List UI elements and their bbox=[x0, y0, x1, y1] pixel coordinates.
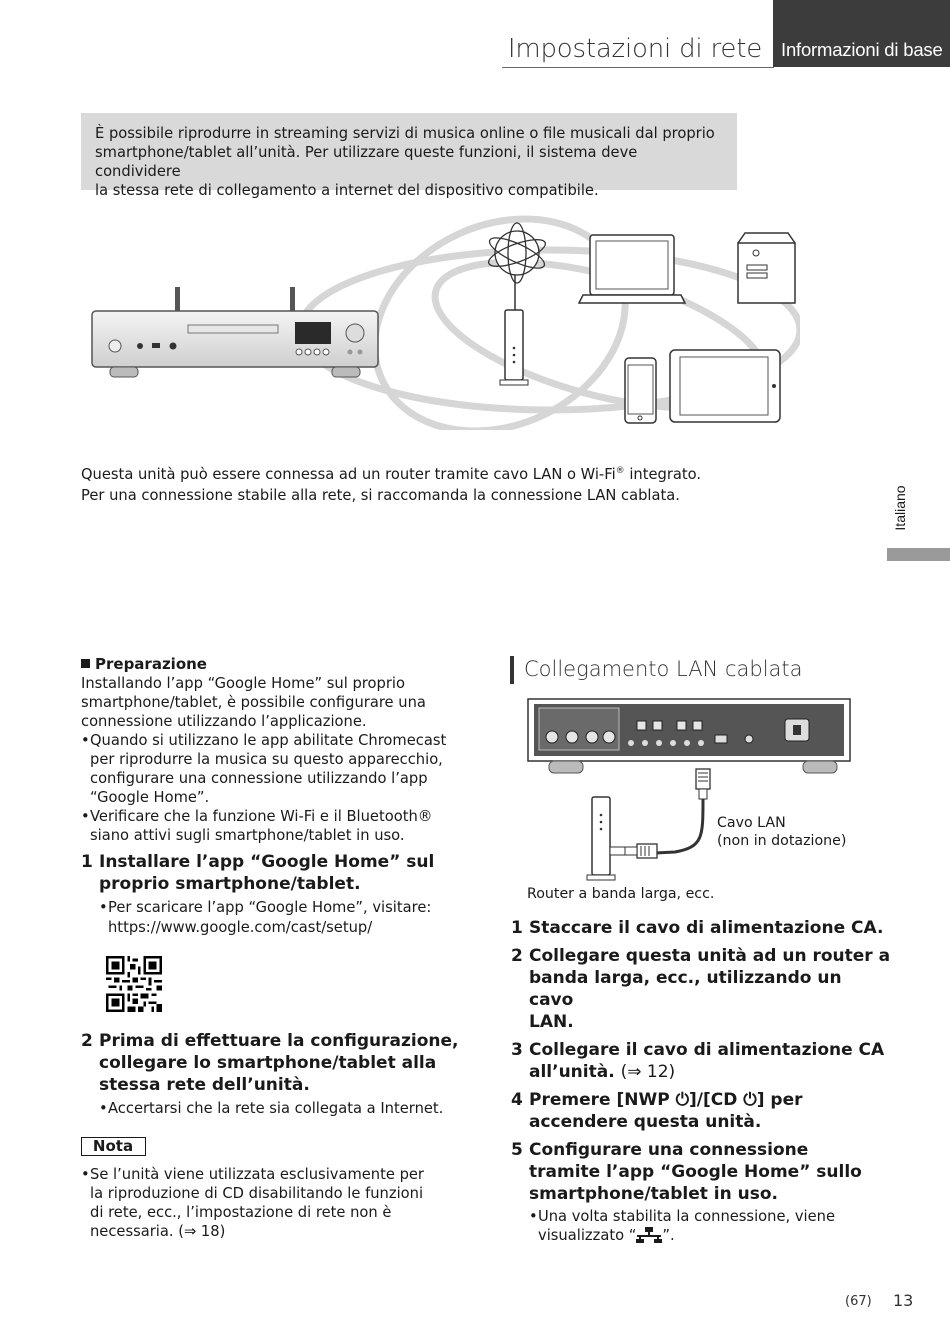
connection-line-2: Per una connessione stabile alla rete, si raccomanda la connessione LAN cablata. bbox=[81, 486, 680, 504]
internet-globe-icon bbox=[486, 223, 549, 283]
preparation-section bbox=[81, 655, 461, 938]
broadband-router-icon bbox=[587, 797, 625, 880]
language-label: Italiano bbox=[892, 485, 908, 531]
lan-cable-label: Cavo LAN (non in dotazione) bbox=[717, 815, 847, 849]
nota-label-box bbox=[81, 1137, 146, 1156]
tablet-icon bbox=[670, 350, 780, 422]
header-rule bbox=[502, 67, 774, 68]
network-illustration-svg bbox=[80, 215, 800, 430]
router-label: Router a banda larga, ecc. bbox=[527, 886, 715, 902]
lan-step-5-note: • Una volta stabilita la connessione, viene visualizzato “ ”. bbox=[529, 1208, 835, 1244]
lan-steps bbox=[511, 917, 891, 1245]
step-2-section bbox=[81, 1030, 461, 1119]
cd-player-icon bbox=[92, 287, 378, 377]
page-title: Impostazioni di rete bbox=[507, 34, 762, 64]
lan-section-title: Collegamento LAN cablata bbox=[510, 656, 803, 684]
step-2: 2 Prima di effettuare la configurazione, collegare lo smartphone/tablet alla stessa rete dell’unità. bbox=[81, 1031, 459, 1095]
setup-url[interactable]: https://www.google.com/cast/setup/ bbox=[108, 919, 373, 936]
section-tab bbox=[773, 0, 950, 67]
rear-panel-icon bbox=[528, 699, 850, 773]
lan-diagram bbox=[525, 697, 855, 891]
smartphone-icon bbox=[625, 358, 656, 423]
lan-step-2: 2 Collegare questa unità ad un router a banda larga, ecc., utilizzando un cavo LAN. bbox=[511, 946, 891, 1032]
lan-step-5: 5 Configurare una connessione tramite l’app “Google Home” sullo smartphone/tablet in uso. bbox=[511, 1140, 862, 1204]
step-1-note: • Per scaricare l’app “Google Home”, visitare: https://www.google.com/cast/setup/ bbox=[99, 899, 432, 936]
section-tab-label: Informazioni di base bbox=[781, 39, 943, 60]
preparation-line: Installando l’app “Google Home” sul proprio bbox=[81, 675, 405, 692]
language-tab bbox=[880, 470, 920, 540]
connection-line-1: Questa unità può essere connessa ad un router tramite cavo LAN o Wi-Fi® integrato. bbox=[81, 465, 702, 483]
lan-plug-icon bbox=[625, 844, 657, 858]
lan-step-4: 4 Premere [NWP ⏻]/[CD ⏻] per accendere questa unità. bbox=[511, 1090, 803, 1132]
lan-plug-icon bbox=[696, 769, 710, 799]
square-bullet-icon bbox=[81, 659, 90, 668]
nota-label: Nota bbox=[92, 1137, 134, 1155]
intro-line: la stessa rete di collegamento a internet del dispositivo compatibile. bbox=[95, 182, 599, 199]
qr-code-icon bbox=[106, 956, 162, 1012]
intro-box bbox=[81, 113, 737, 199]
laptop-icon bbox=[579, 235, 685, 303]
qr-code-svg bbox=[106, 956, 162, 1012]
step-1: 1 Installare l’app “Google Home” sul proprio smartphone/tablet. bbox=[81, 852, 435, 894]
intro-line: smartphone/tablet all’unità. Per utilizzare queste funzioni, il sistema deve condividere bbox=[95, 144, 638, 180]
lan-step-1: 1 Staccare il cavo di alimentazione CA. bbox=[511, 918, 884, 938]
page-reference: (⇒ 12) bbox=[620, 1062, 676, 1082]
network-icon bbox=[636, 1227, 662, 1243]
preparation-line: smartphone/tablet, è possibile configurare una bbox=[81, 694, 426, 711]
preparation-title: Preparazione bbox=[81, 655, 461, 674]
lan-step-3: 3 Collegare il cavo di alimentazione CA all’unità. (⇒ 12) bbox=[511, 1040, 885, 1082]
intro-line: È possibile riprodurre in streaming servizi di musica online o file musicali dal proprio bbox=[95, 125, 715, 142]
lan-diagram-svg bbox=[525, 697, 855, 887]
preparation-bullet: • Verificare che la funzione Wi-Fi e il Bluetooth® siano attivi sugli smartphone/tablet in uso. bbox=[81, 808, 433, 844]
connection-paragraph bbox=[81, 461, 781, 506]
network-illustration bbox=[80, 215, 800, 434]
preparation-bullet: • Quando si utilizzano le app abilitate Chromecast per riprodurre la musica su questo apparecchio, configurare una connessione utilizzando l’app “Google Home”. bbox=[81, 732, 447, 806]
desktop-pc-icon bbox=[738, 233, 795, 303]
nota-text: • Se l’unità viene utilizzata esclusivamente per la riproduzione di CD disabilitando le funzioni di rete, ecc., l’impostazione di rete non è necessaria. (⇒ 18) bbox=[81, 1166, 424, 1240]
step-2-note: • Accertarsi che la rete sia collegata a Internet. bbox=[99, 1100, 444, 1117]
preparation-line: connessione utilizzando l’applicazione. bbox=[81, 713, 367, 730]
language-marker bbox=[887, 548, 950, 561]
footer-ref: (67) bbox=[845, 1294, 872, 1309]
page-number: 13 bbox=[893, 1291, 914, 1310]
